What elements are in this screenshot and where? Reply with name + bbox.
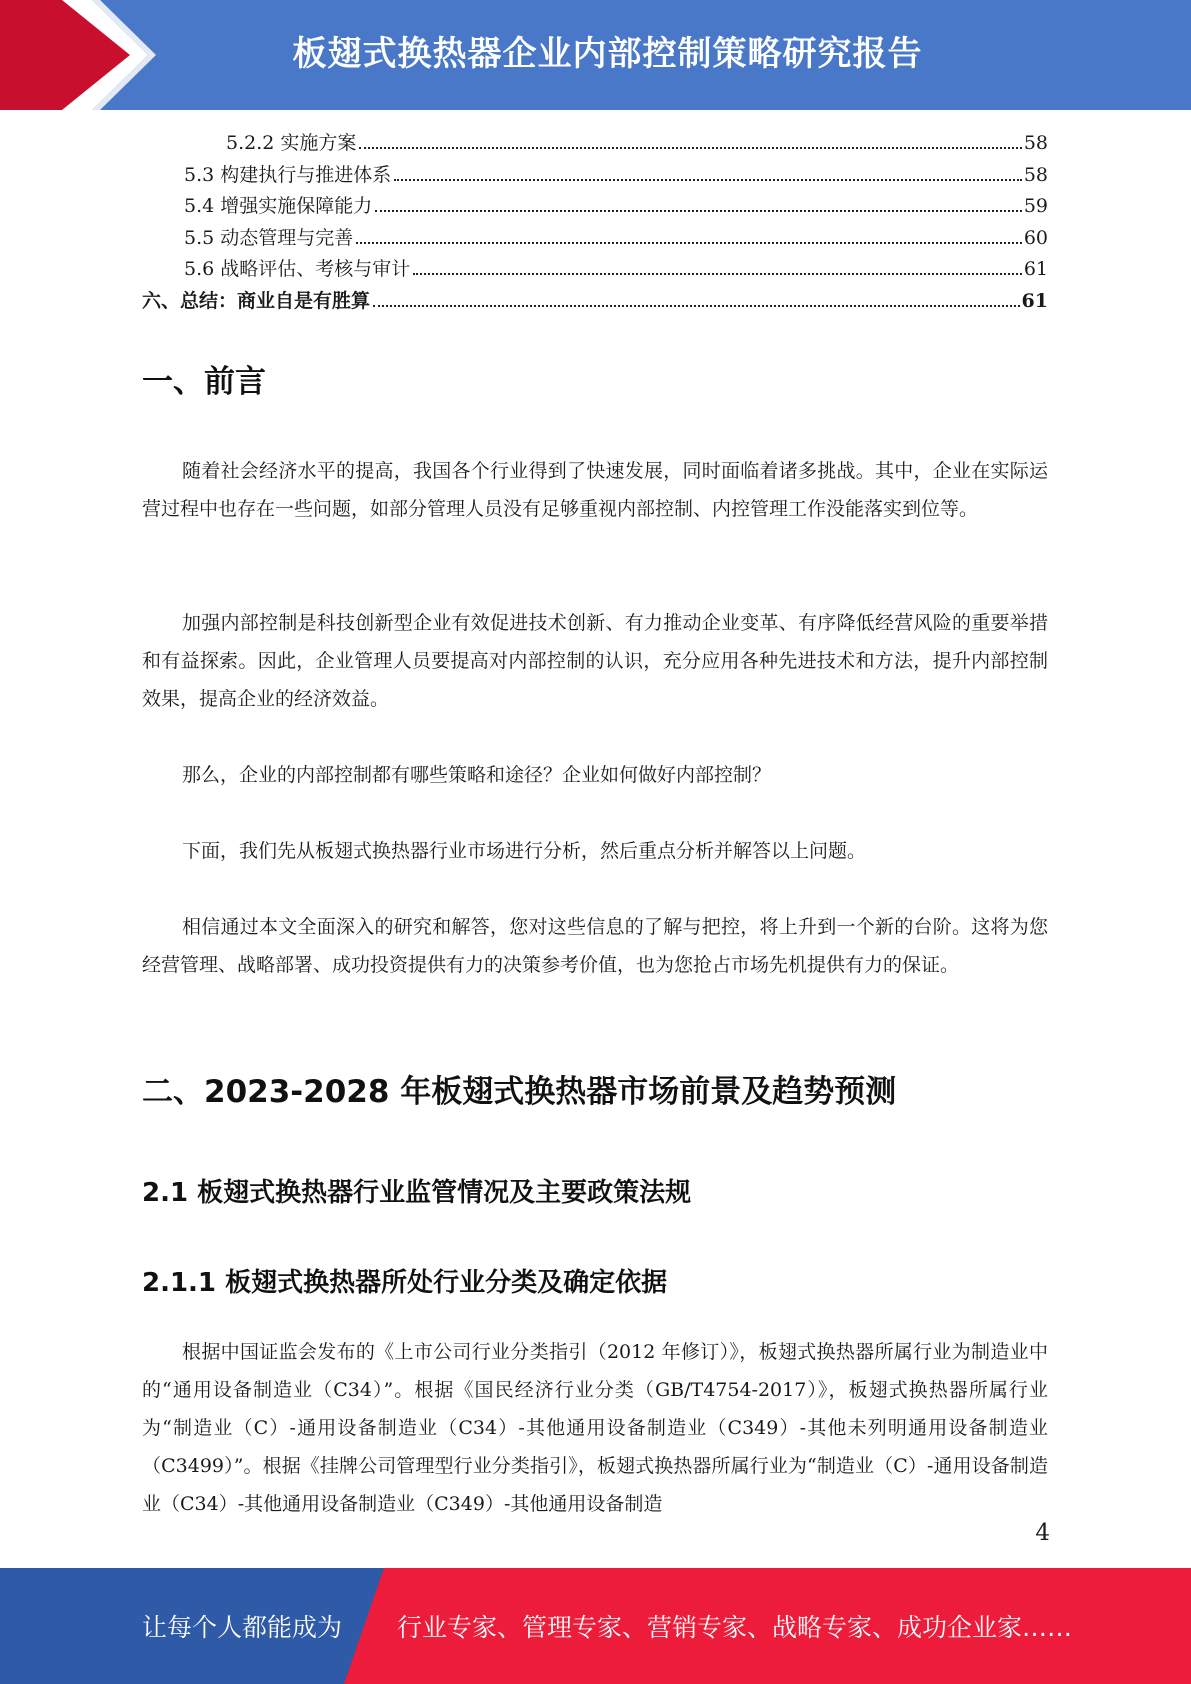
toc-entry-label: 六、总结：商业自是有胜算 [142, 289, 371, 312]
toc-entry-page: 59 [1023, 195, 1048, 217]
body-paragraph: 那么，企业的内部控制都有哪些策略和途径？企业如何做好内部控制？ [182, 764, 772, 786]
body-paragraph: 根据中国证监会发布的《上市公司行业分类指引（2012 年修订）》，板翅式换热器所属行业为制造业中的“通用设备制造业（C34）”。根据《国民经济行业分类（GB/T4754-2017）》，板翅式换热器所属行业为“制造业（C）-通用设备制造业（C34）-其他通用设备制造业（C349）-其他未列明通用设备制造业（C3499）”。根据《挂牌公司管理型行业分类指引》，板翅式换热器所属行业为“制造业（C）-通用设备制造业（C34）-其他通用设备制造业（C349）-其他通用设备制造 [142, 1341, 1048, 1515]
toc-leader [359, 147, 1021, 149]
body-paragraph: 加强内部控制是科技创新型企业有效促进技术创新、有力推动企业变革、有序降低经营风险的重要举措和有益探索。因此，企业管理人员要提高对内部控制的认识，充分应用各种先进技术和方法，提升内部控制效果，提高企业的经济效益。 [142, 612, 1048, 710]
toc-entry[interactable] [142, 160, 1048, 192]
report-title: 板翅式换热器企业内部控制策略研究报告 [292, 34, 923, 74]
toc-entry[interactable] [142, 191, 1048, 223]
header-banner [0, 0, 1191, 110]
toc-entry-label: 5.6 战略评估、考核与审计 [184, 258, 411, 280]
toc-leader [394, 179, 1022, 181]
toc-entry-label: 5.5 动态管理与完善 [184, 226, 354, 249]
footer-roles: 行业专家、管理专家、营销专家、战略专家、成功企业家…… [397, 1613, 1073, 1642]
toc-entry[interactable] [142, 223, 1048, 255]
body-paragraph: 相信通过本文全面深入的研究和解答，您对这些信息的了解与把控，将上升到一个新的台阶。这将为您经营管理、战略部署、成功投资提供有力的决策参考价值，也为您抢占市场先机提供有力的保证。 [142, 916, 1048, 976]
section-heading-market-forecast: 二、2023-2028 年板翅式换热器市场前景及趋势预测 [142, 1074, 897, 1110]
body-paragraph: 下面，我们先从板翅式换热器行业市场进行分析，然后重点分析并解答以上问题。 [182, 840, 867, 862]
toc-entry-page: 60 [1023, 226, 1048, 249]
toc-entry-label: 5.3 构建执行与推进体系 [184, 163, 392, 186]
toc-entry-page: 58 [1023, 163, 1048, 186]
toc-entry-page: 61 [1021, 289, 1048, 312]
toc-entry[interactable] [142, 286, 1048, 318]
subsubsection-heading: 2.1.1 板翅式换热器所处行业分类及确定依据 [142, 1268, 668, 1298]
footer-banner [0, 1568, 1191, 1684]
page-number: 4 [1035, 1520, 1050, 1546]
toc-entry[interactable] [142, 128, 1048, 160]
toc-entry-label: 5.2.2 实施方案 [226, 132, 357, 154]
toc-entry-page: 58 [1023, 132, 1048, 154]
toc-leader [413, 273, 1022, 275]
section-heading-preface: 一、前言 [142, 364, 266, 400]
toc-leader [375, 210, 1022, 212]
toc-leader [356, 242, 1022, 244]
footer-slogan: 让每个人都能成为 [142, 1613, 343, 1642]
toc-entry[interactable] [142, 254, 1048, 286]
toc-entry-page: 61 [1023, 258, 1048, 280]
table-of-contents [142, 128, 1048, 317]
subsection-heading: 2.1 板翅式换热器行业监管情况及主要政策法规 [142, 1178, 692, 1208]
toc-leader [373, 305, 1020, 307]
body-paragraph: 随着社会经济水平的提高，我国各个行业得到了快速发展，同时面临着诸多挑战。其中，企业在实际运营过程中也存在一些问题，如部分管理人员没有足够重视内部控制、内控管理工作没能落实到位等。 [142, 460, 1048, 520]
toc-entry-label: 5.4 增强实施保障能力 [184, 195, 373, 217]
